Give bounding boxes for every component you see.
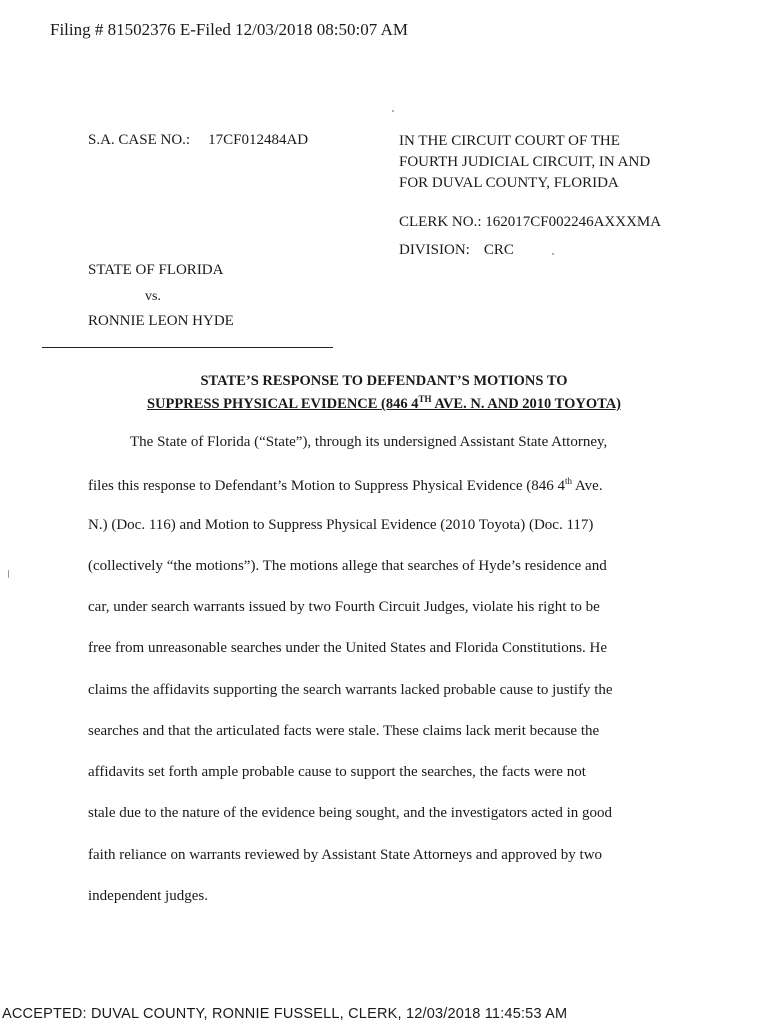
case-number-label: S.A. CASE NO.: xyxy=(88,132,191,148)
document-title-line-1: STATE’S RESPONSE TO DEFENDANT’S MOTIONS TO xyxy=(200,373,568,389)
plaintiff-name: STATE OF FLORIDA xyxy=(88,262,224,278)
scan-speck xyxy=(552,253,554,255)
versus-label: vs. xyxy=(145,289,161,304)
caption-divider xyxy=(42,347,333,348)
body-superscript: th xyxy=(565,476,573,486)
clerk-number: CLERK NO.: 162017CF002246AXXXMA xyxy=(399,214,662,230)
court-line: IN THE CIRCUIT COURT OF THE xyxy=(399,133,620,149)
body-line: searches and that the articulated facts were stale. These claims lack merit because the xyxy=(88,723,600,739)
body-line xyxy=(88,476,603,495)
title-text: AVE. N. AND 2010 TOYOTA) xyxy=(431,395,622,412)
body-text: files this response to Defendant’s Motion to Suppress Physical Evidence (846 4 xyxy=(88,478,566,494)
body-line: The State of Florida (“State”), through its undersigned Assistant State Attorney, xyxy=(130,434,608,450)
title-text: SUPPRESS PHYSICAL EVIDENCE (846 4 xyxy=(146,395,419,412)
scan-speck xyxy=(392,110,394,112)
body-line: claims the affidavits supporting the search warrants lacked probable cause to justify the xyxy=(88,682,613,698)
court-caption xyxy=(399,131,669,194)
court-line: FOR DUVAL COUNTY, FLORIDA xyxy=(399,175,619,191)
body-line: (collectively “the motions”). The motions allege that searches of Hyde’s residence and xyxy=(88,558,607,574)
body-line: car, under search warrants issued by two Fourth Circuit Judges, violate his right to be xyxy=(88,599,600,615)
body-line: N.) (Doc. 116) and Motion to Suppress Physical Evidence (2010 Toyota) (Doc. 117) xyxy=(88,517,594,533)
court-line: FOURTH JUDICIAL CIRCUIT, IN AND xyxy=(399,154,651,170)
scan-speck xyxy=(8,570,9,578)
filing-stamp: Filing # 81502376 E-Filed 12/03/2018 08:50:07 AM xyxy=(50,20,408,39)
body-line: stale due to the nature of the evidence being sought, and the investigators acted in good xyxy=(88,805,613,821)
body-line: affidavits set forth ample probable cause to support the searches, the facts were not xyxy=(88,764,586,780)
case-number-value: 17CF012484AD xyxy=(208,132,309,148)
division-value: CRC xyxy=(483,242,514,258)
case-number xyxy=(88,132,308,149)
defendant-name: RONNIE LEON HYDE xyxy=(88,313,234,329)
division xyxy=(399,242,514,259)
accepted-stamp: ACCEPTED: DUVAL COUNTY, RONNIE FUSSELL, CLERK, 12/03/2018 11:45:53 AM xyxy=(2,1006,568,1022)
title-superscript: TH xyxy=(418,394,432,404)
body-line: faith reliance on warrants reviewed by Assistant State Attorneys and approved by two xyxy=(88,847,603,863)
body-line: free from unreasonable searches under the United States and Florida Constitutions. He xyxy=(88,640,608,656)
body-text: Ave. xyxy=(572,478,603,494)
division-label: DIVISION: xyxy=(399,242,470,258)
body-line: independent judges. xyxy=(88,888,208,904)
document-title-line-2 xyxy=(0,394,768,413)
